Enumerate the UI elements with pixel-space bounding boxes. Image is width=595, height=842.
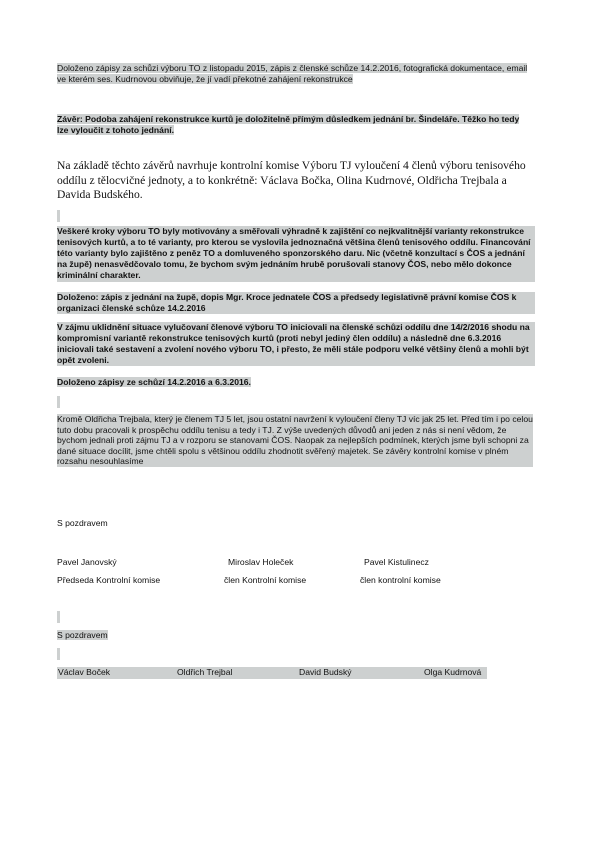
committee-member-name: Miroslav Holeček xyxy=(228,557,294,567)
committee-member-role: Předseda Kontrolní komise xyxy=(57,575,161,585)
highlight-marker xyxy=(57,611,60,623)
highlight-marker xyxy=(57,648,60,660)
committee-member-role: člen Kontrolní komise xyxy=(224,575,307,585)
evidence-paragraph-1 xyxy=(57,63,531,84)
closing-greeting-2-text: S pozdravem xyxy=(57,630,108,640)
committee-member-name: Pavel Kistulinecz xyxy=(364,557,429,567)
committee-member-name: Pavel Janovský xyxy=(57,557,117,567)
signatory-name: Olga Kudrnová xyxy=(424,667,482,677)
signatory-name: Václav Boček xyxy=(58,667,111,677)
proposal-paragraph: Na základě těchto závěrů navrhuje kontrolní komise Výboru TJ vyloučení 4 členů výboru tenisového oddílu z tělocvičné jednoty, a to konkrétně: Václava Bočka, Olina Kudrnové, Oldřicha Trejbala a Davida Budského. xyxy=(57,159,526,202)
signatory-name: Oldřich Trejbal xyxy=(177,667,233,677)
evidence-paragraph-2: Doloženo: zápis z jednání na župě, dopis Mgr. Kroce jednatele ČOS a předsedy legislativně právní komise ČOS k organizaci členské schůze 14.2.2016 xyxy=(57,292,535,314)
evidence-text-3: Doloženo zápisy ze schůzí 14.2.2016 a 6.3.2016. xyxy=(57,377,251,387)
membership-paragraph: Kromě Oldřicha Trejbala, který je členem TJ 5 let, jsou ostatní navržení k vyloučení členy TJ víc jak 25 let. Před tím i po celou tuto dobu pracovali k prospěchu oddílu tenisu a tedy i TJ. Z výše uvedených důvodů ani jeden z nás si není vědom, že bychom jednali proti zájmu TJ a v rozporu se stanovami ČOS. Naopak za nejlepších podmínek, kterých jsme byli schopni za dané situace docílit, jsme chtěli spolu s většinou oddílu zhodnotit svěřený majetek. Se závěry kontrolní komise v plném rozsahu nesouhlasíme xyxy=(57,414,533,467)
committee-member-role: člen kontrolní komise xyxy=(360,575,441,585)
highlight-marker xyxy=(57,210,60,222)
evidence-text-1: Doloženo zápisy za schůzi výboru TO z listopadu 2015, zápis z členské schůze 14.2.2016, fotografická dokumentace, email ve kterém ses. Kudrnovou obviňuje, že jí vadí překotné zahájení rekonstrukce xyxy=(57,63,528,84)
evidence-paragraph-3 xyxy=(57,377,531,388)
signatories-row xyxy=(57,667,487,679)
closing-greeting-2 xyxy=(57,630,108,641)
conclusion-paragraph xyxy=(57,114,531,136)
defense-paragraph: Veškeré kroky výboru TO byly motivovány a směřovali výhradně k zajištění co nejkvalitnější varianty rekonstrukce tenisových kurtů, a to té varianty, pro kterou se vyslovila jednoznačná většina členů tenisového oddílu. Financování této varianty bylo zajištěno z peněz TO a domluveného sponzorského daru. Nic (včetně konzultací s ČOS a jednání na župě) nenasvědčovalo tomu, že bychom svým jednáním hrubě porušovali stanovy ČOS, nebo mělo dokonce kriminální charakter. xyxy=(57,226,535,282)
conclusion-text: Závěr: Podoba zahájení rekonstrukce kurtů je doložitelně přímým důsledkem jednání br. Šindeláře. Těžko ho tedy lze vyloučit z tohoto jednání. xyxy=(57,114,520,135)
signatory-name: David Budský xyxy=(299,667,352,677)
closing-greeting: S pozdravem xyxy=(57,518,108,528)
highlight-marker xyxy=(57,396,60,408)
resolution-paragraph: V zájmu uklidnění situace vylučovaní členové výboru TO iniciovali na členské schůzi oddílu dne 14/2/2016 shodu na kompromisní variantě rekonstrukce tenisových kurtů (proti nebyl jediný člen oddílu) a následně dne 6.3.2016 iniciovali také sestavení a zvolení nového výboru TO, i přesto, že měli stále podporu velké většiny členů a mohli být opět zvoleni. xyxy=(57,322,535,366)
